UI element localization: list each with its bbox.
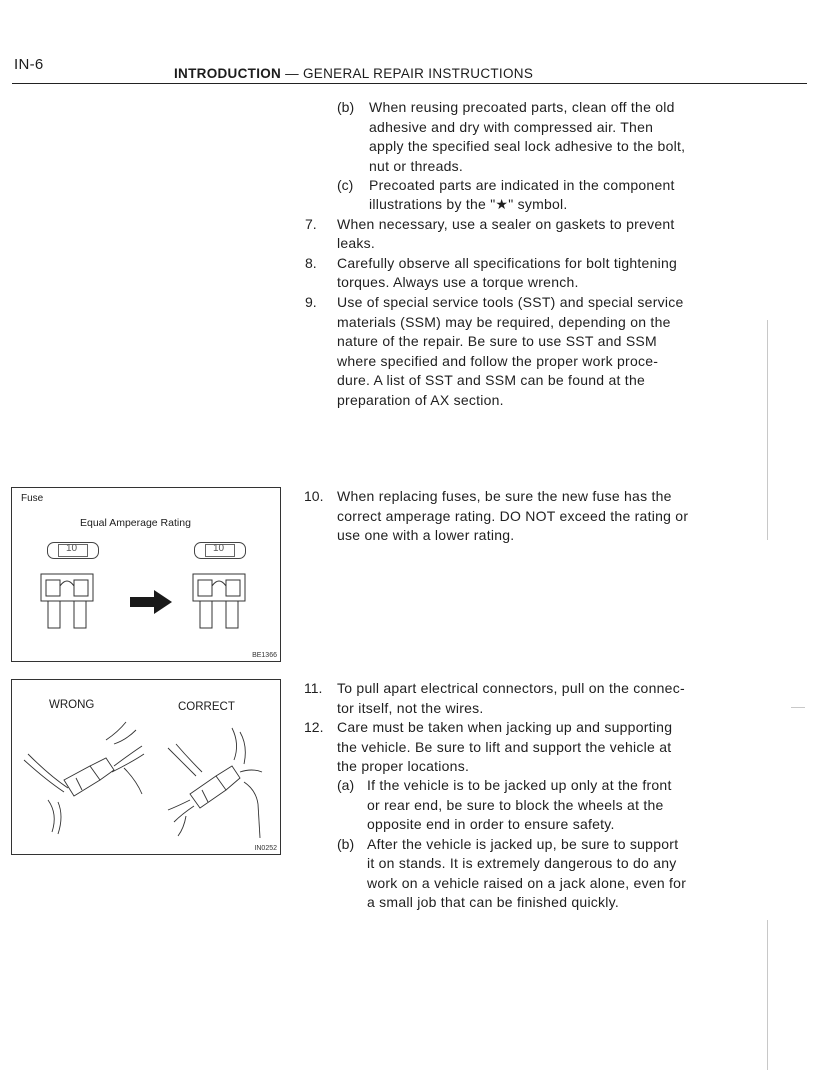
fuse-rating-right: 10: [213, 543, 225, 554]
section-title-rest: — GENERAL REPAIR INSTRUCTIONS: [281, 66, 534, 81]
connector-hands-illustration: [18, 710, 274, 840]
item-12b-line-1: After the vehicle is jacked up, be sure to support: [367, 836, 679, 852]
sub-item-label-c: (c): [337, 177, 354, 193]
item-8-line-2: torques. Always use a torque wrench.: [337, 274, 579, 290]
sub-item-c-line-1: Precoated parts are indicated in the component: [369, 177, 675, 193]
item-number-10: 10.: [304, 488, 324, 504]
blade-fuse-icon: [190, 572, 250, 634]
fuse-figure-code: BE1366: [252, 652, 277, 659]
item-number-8: 8.: [305, 255, 317, 271]
sub-item-b-line-3: apply the specified seal lock adhesive to the bolt,: [369, 138, 686, 154]
sub-item-b-line-4: nut or threads.: [369, 158, 464, 174]
item-7-line-2: leaks.: [337, 235, 376, 251]
item-11-line-2: tor itself, not the wires.: [337, 700, 484, 716]
item-10-line-2: correct amperage rating. DO NOT exceed the rating or: [337, 508, 689, 524]
sub-item-label-12a: (a): [337, 777, 355, 793]
item-9-line-5: dure. A list of SST and SSM can be found at the: [337, 372, 646, 388]
fuse-figure-caption: Equal Amperage Rating: [80, 517, 191, 529]
item-12a-line-3: opposite end in order to ensure safety.: [367, 816, 615, 832]
item-9-line-3: nature of the repair. Be sure to use SST and SSM: [337, 333, 657, 349]
sub-item-label-b: (b): [337, 99, 355, 115]
item-10-line-1: When replacing fuses, be sure the new fuse has the: [337, 488, 672, 504]
item-12a-line-2: or rear end, be sure to block the wheels at the: [367, 797, 664, 813]
fuse-top-view-left: [47, 542, 99, 559]
fuse-rating-left: 10: [66, 543, 78, 554]
correct-label: CORRECT: [178, 701, 235, 713]
fuse-figure-title: Fuse: [21, 493, 44, 504]
page-number: IN-6: [14, 56, 44, 73]
item-11-line-1: To pull apart electrical connectors, pull on the connec-: [337, 680, 685, 696]
fuse-top-view-right: [194, 542, 246, 559]
item-10-line-3: use one with a lower rating.: [337, 527, 515, 543]
section-header: [174, 66, 533, 81]
arrow-right-icon: [128, 589, 174, 615]
item-9-line-6: preparation of AX section.: [337, 392, 504, 408]
item-9-line-1: Use of special service tools (SST) and special service: [337, 294, 684, 310]
item-8-line-1: Carefully observe all specifications for bolt tightening: [337, 255, 678, 271]
item-12-line-1: Care must be taken when jacking up and supporting: [337, 719, 673, 735]
blade-fuse-icon: [38, 572, 98, 634]
item-12b-line-2: it on stands. It is extremely dangerous to do any: [367, 855, 677, 871]
margin-mark: [767, 320, 768, 540]
margin-mark: [767, 920, 768, 1070]
item-12-line-2: the vehicle. Be sure to lift and support the vehicle at: [337, 739, 672, 755]
sub-item-label-12b: (b): [337, 836, 355, 852]
sub-item-b-line-2: adhesive and dry with compressed air. Then: [369, 119, 654, 135]
item-number-9: 9.: [305, 294, 317, 310]
item-7-line-1: When necessary, use a sealer on gaskets to prevent: [337, 216, 675, 232]
sub-item-c-line-2: illustrations by the "★" symbol.: [369, 196, 568, 212]
wrong-method-drawing: [24, 722, 144, 834]
item-number-12: 12.: [304, 719, 324, 735]
section-title-bold: INTRODUCTION: [174, 66, 282, 81]
wrong-label: WRONG: [49, 699, 95, 711]
item-12a-line-1: If the vehicle is to be jacked up only at the front: [367, 777, 672, 793]
item-number-11: 11.: [304, 680, 323, 696]
item-12-line-3: the proper locations.: [337, 758, 470, 774]
item-number-7: 7.: [305, 216, 317, 232]
sub-item-b-line-1: When reusing precoated parts, clean off the old: [369, 99, 675, 115]
margin-mark: [791, 707, 805, 708]
correct-method-drawing: [168, 728, 262, 838]
fuse-figure: [11, 487, 281, 662]
item-9-line-4: where specified and follow the proper work proce-: [337, 353, 659, 369]
connector-figure-code: IN0252: [254, 845, 277, 852]
item-9-line-2: materials (SSM) may be required, depending on the: [337, 314, 671, 330]
connector-figure: [11, 679, 281, 855]
header-rule: [12, 83, 807, 84]
item-12b-line-3: work on a vehicle raised on a jack alone, even for: [367, 875, 687, 891]
item-12b-line-4: a small job that can be finished quickly.: [367, 894, 620, 910]
